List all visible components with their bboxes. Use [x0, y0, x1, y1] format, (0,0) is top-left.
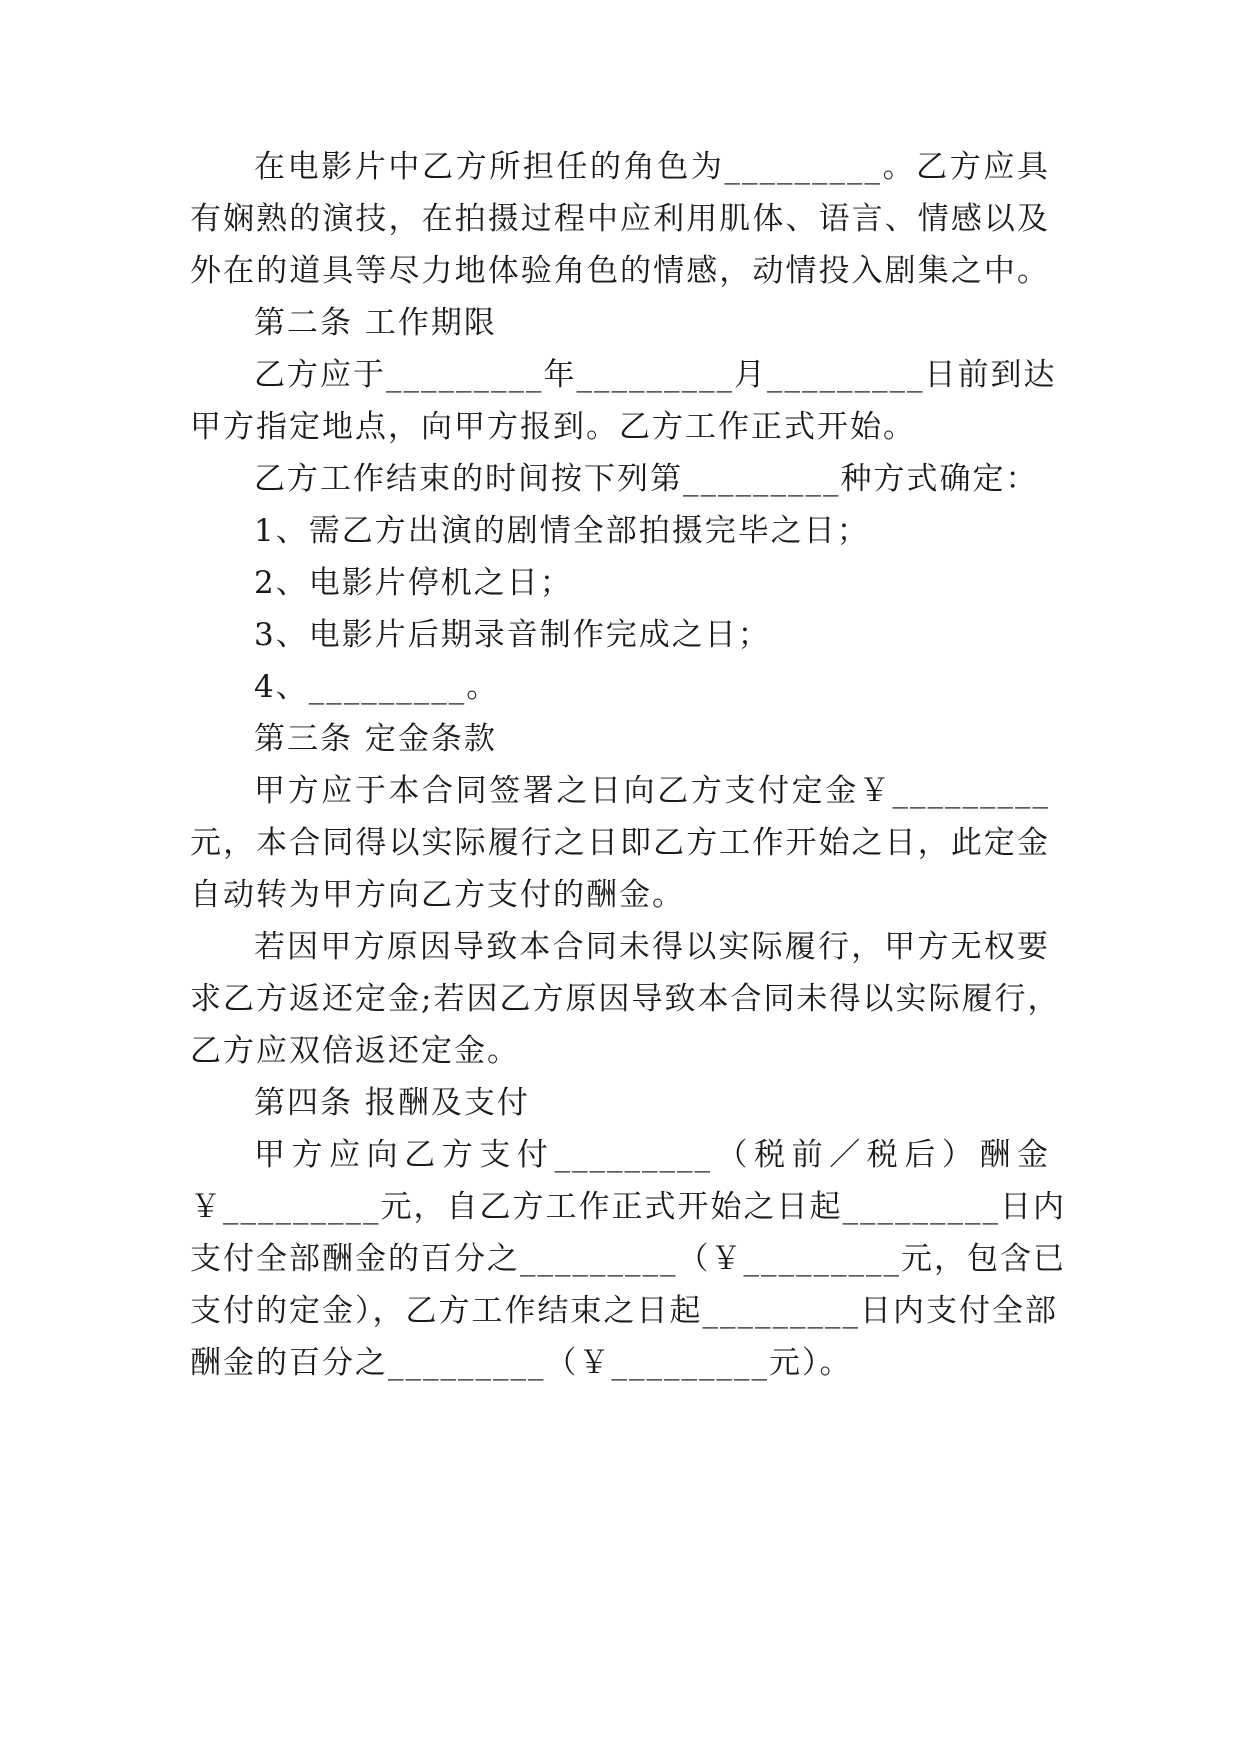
paragraph-breach-line-1: 若因甲方原因导致本合同未得以实际履行，甲方无权要: [254, 929, 1050, 965]
paragraph-payment-line-3: 支付全部酬金的百分之_________（￥_________元，包含已: [190, 1241, 1066, 1277]
paragraph-deposit-line-1: 甲方应于本合同签署之日向乙方支付定金￥_________: [254, 773, 1050, 809]
paragraph-breach-line-2: 求乙方返还定金;若因乙方原因导致本合同未得以实际履行，: [190, 981, 1061, 1017]
paragraph-deposit-line-3: 自动转为甲方向乙方支付的酬金。: [190, 877, 685, 913]
paragraph-payment-line-4: 支付的定金），乙方工作结束之日起_________日内支付全部: [190, 1293, 1058, 1329]
paragraph-role-line-2: 有娴熟的演技，在拍摄过程中应利用肌体、语言、情感以及: [190, 201, 1050, 237]
paragraph-breach-line-3: 乙方应双倍返还定金。: [190, 1033, 520, 1069]
section-heading-work-period: 第二条 工作期限: [254, 305, 497, 341]
paragraph-report-date-line-1: 乙方应于_________年_________月_________日前到达: [254, 357, 1057, 393]
list-item-1: 1、需乙方出演的剧情全部拍摄完毕之日；: [254, 513, 870, 549]
list-item-4: 4、_________。: [254, 669, 500, 705]
list-item-2: 2、电影片停机之日；: [254, 565, 573, 601]
paragraph-payment-line-2: ￥_________元，自乙方工作正式开始之日起_________日内: [190, 1189, 1066, 1225]
paragraph-report-date-line-2: 甲方指定地点，向甲方报到。乙方工作正式开始。: [190, 409, 916, 445]
section-heading-deposit: 第三条 定金条款: [254, 721, 497, 757]
paragraph-role-line-3: 外在的道具等尽力地体验角色的情感，动情投入剧集之中。: [190, 253, 1050, 289]
list-item-3: 3、电影片后期录音制作完成之日；: [254, 617, 771, 653]
section-heading-payment: 第四条 报酬及支付: [254, 1085, 530, 1121]
paragraph-payment-line-1: 甲方应向乙方支付_________（税前／税后）酬金: [254, 1137, 1050, 1173]
paragraph-role-line-1: 在电影片中乙方所担任的角色为_________。乙方应具: [254, 149, 1050, 185]
paragraph-payment-line-5: 酬金的百分之_________（￥_________元）。: [190, 1345, 853, 1381]
paragraph-deposit-line-2: 元，本合同得以实际履行之日即乙方工作开始之日，此定金: [190, 825, 1050, 861]
paragraph-end-method: 乙方工作结束的时间按下列第_________种方式确定：: [254, 461, 1039, 497]
